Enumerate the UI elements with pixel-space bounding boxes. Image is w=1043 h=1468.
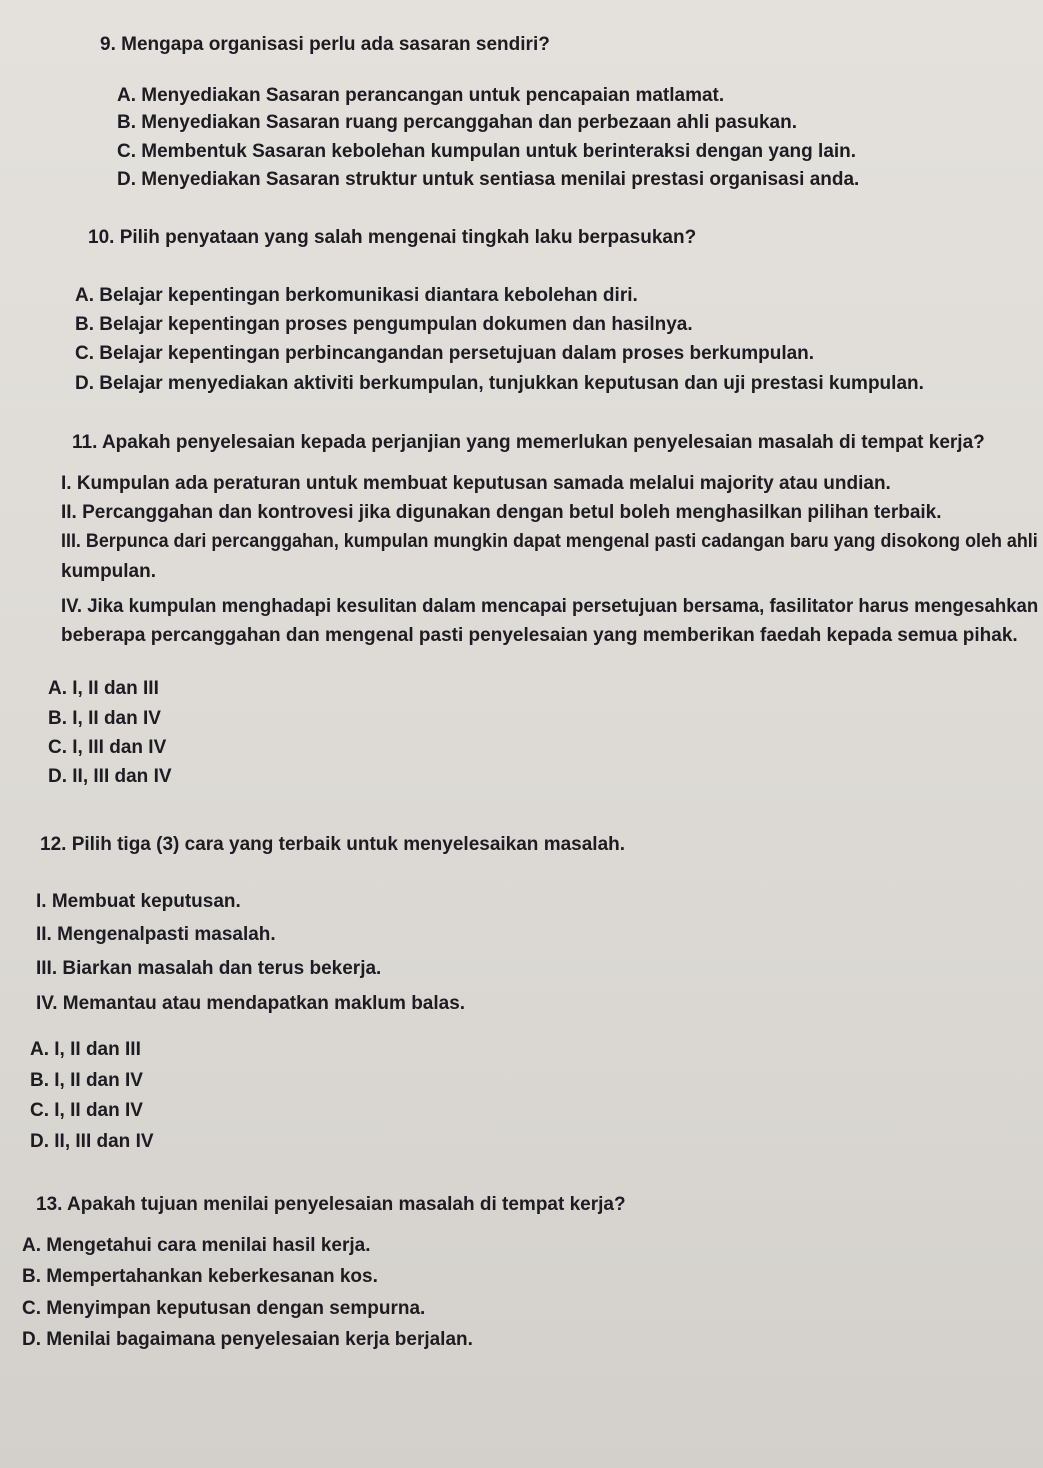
question-10-option-a: A. Belajar kepentingan berkomunikasi diantara kebolehan diri. xyxy=(75,285,638,306)
question-12-stem: 12. Pilih tiga (3) cara yang terbaik untuk menyelesaikan masalah. xyxy=(40,834,626,855)
question-11-stem: 11. Apakah penyelesaian kepada perjanjian yang memerlukan penyelesaian masalah di tempat kerja? xyxy=(72,432,985,453)
question-10-stem: 10. Pilih penyataan yang salah mengenai tingkah laku berpasukan? xyxy=(88,227,697,248)
question-11-option-d: D. II, III dan IV xyxy=(48,766,172,787)
question-9-stem: 9. Mengapa organisasi perlu ada sasaran sendiri? xyxy=(100,34,550,55)
question-13-option-a: A. Mengetahui cara menilai hasil kerja. xyxy=(22,1235,371,1256)
question-9-option-b: B. Menyediakan Sasaran ruang percanggahan dan perbezaan ahli pasukan. xyxy=(117,112,797,133)
question-13-option-c: C. Menyimpan keputusan dengan sempurna. xyxy=(22,1298,426,1319)
question-10-option-d: D. Belajar menyediakan aktiviti berkumpulan, tunjukkan keputusan dan uji prestasi kumpulan. xyxy=(75,373,924,394)
question-11-statement-i: I. Kumpulan ada peraturan untuk membuat keputusan samada melalui majority atau undian. xyxy=(61,473,891,494)
question-12-option-c: C. I, II dan IV xyxy=(30,1100,143,1121)
question-9-option-c: C. Membentuk Sasaran kebolehan kumpulan untuk berinteraksi dengan yang lain. xyxy=(117,141,857,162)
question-11-option-a: A. I, II dan III xyxy=(48,678,159,699)
question-12-statement-iv: IV. Memantau atau mendapatkan maklum balas. xyxy=(36,993,466,1014)
question-11-statement-iv: IV. Jika kumpulan menghadapi kesulitan dalam mencapai persetujuan bersama, fasilitator harus mengesahkan xyxy=(61,596,1039,617)
question-12-option-b: B. I, II dan IV xyxy=(30,1070,143,1091)
question-13-option-d: D. Menilai bagaimana penyelesaian kerja berjalan. xyxy=(22,1329,473,1350)
question-11-statement-ii: II. Percanggahan dan kontrovesi jika digunakan dengan betul boleh menghasilkan pilihan terbaik. xyxy=(61,502,942,523)
question-12-option-d: D. II, III dan IV xyxy=(30,1131,154,1152)
question-12-option-a: A. I, II dan III xyxy=(30,1039,141,1060)
question-9-option-a: A. Menyediakan Sasaran perancangan untuk pencapaian matlamat. xyxy=(117,85,725,106)
question-11-statement-iii: III. Berpunca dari percanggahan, kumpulan mungkin dapat mengenal pasti cadangan baru yang disokong oleh ahli xyxy=(61,531,1038,552)
question-11-option-b: B. I, II dan IV xyxy=(48,708,161,729)
question-11-statement-iv-cont: beberapa percanggahan dan mengenal pasti penyelesaian yang memberikan faedah kepada semua pihak. xyxy=(61,625,1018,646)
question-11-statement-iii-cont: kumpulan. xyxy=(61,561,157,582)
question-13-option-b: B. Mempertahankan keberkesanan kos. xyxy=(22,1266,378,1287)
question-9-option-d: D. Menyediakan Sasaran struktur untuk sentiasa menilai prestasi organisasi anda. xyxy=(117,169,860,190)
question-13-stem: 13. Apakah tujuan menilai penyelesaian masalah di tempat kerja? xyxy=(36,1194,626,1215)
question-10-option-c: C. Belajar kepentingan perbincangandan persetujuan dalam proses berkumpulan. xyxy=(75,343,815,364)
question-10-option-b: B. Belajar kepentingan proses pengumpulan dokumen dan hasilnya. xyxy=(75,314,693,335)
question-12-statement-ii: II. Mengenalpasti masalah. xyxy=(36,924,276,945)
question-12-statement-iii: III. Biarkan masalah dan terus bekerja. xyxy=(36,958,382,979)
question-12-statement-i: I. Membuat keputusan. xyxy=(36,891,241,912)
question-11-option-c: C. I, III dan IV xyxy=(48,737,167,758)
